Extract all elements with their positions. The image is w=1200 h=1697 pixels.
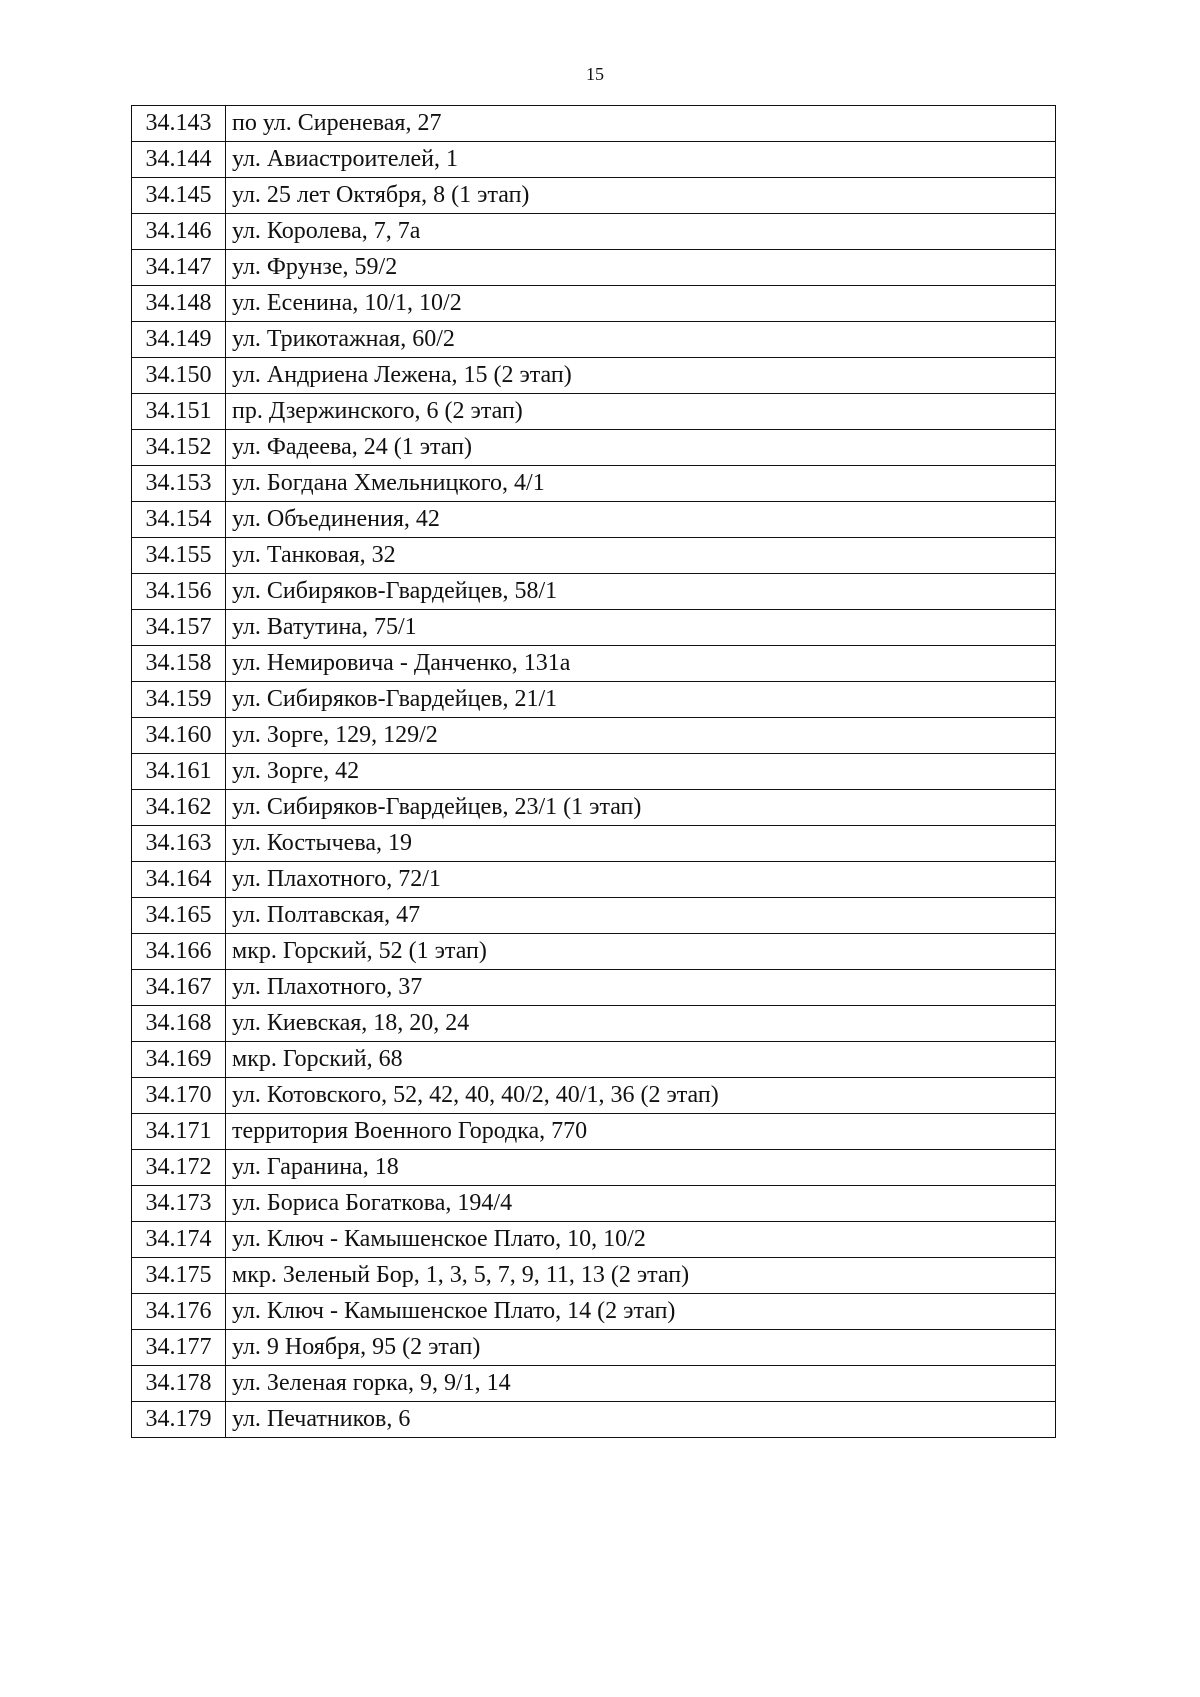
table-row — [132, 1078, 1056, 1114]
row-number-cell: 34.177 — [132, 1330, 226, 1366]
row-number-cell: 34.173 — [132, 1186, 226, 1222]
row-number-cell: 34.178 — [132, 1366, 226, 1402]
address-cell: ул. Есенина, 10/1, 10/2 — [226, 286, 1056, 322]
row-number-cell: 34.169 — [132, 1042, 226, 1078]
address-cell: мкр. Горский, 68 — [226, 1042, 1056, 1078]
row-number-cell: 34.160 — [132, 718, 226, 754]
table-row — [132, 970, 1056, 1006]
table-row — [132, 106, 1056, 142]
address-cell: ул. Зорге, 42 — [226, 754, 1056, 790]
address-cell: ул. Плахотного, 72/1 — [226, 862, 1056, 898]
address-table-body — [132, 106, 1056, 1438]
row-number-cell: 34.159 — [132, 682, 226, 718]
table-row — [132, 1186, 1056, 1222]
row-number-cell: 34.149 — [132, 322, 226, 358]
table-row — [132, 466, 1056, 502]
row-number-cell: 34.146 — [132, 214, 226, 250]
table-row — [132, 286, 1056, 322]
table-row — [132, 862, 1056, 898]
address-cell: ул. Авиастроителей, 1 — [226, 142, 1056, 178]
table-row — [132, 1114, 1056, 1150]
table-row — [132, 1258, 1056, 1294]
table-row — [132, 142, 1056, 178]
table-row — [132, 610, 1056, 646]
row-number-cell: 34.150 — [132, 358, 226, 394]
address-cell: ул. Фадеева, 24 (1 этап) — [226, 430, 1056, 466]
table-row — [132, 1042, 1056, 1078]
table-row — [132, 1294, 1056, 1330]
table-row — [132, 646, 1056, 682]
row-number-cell: 34.179 — [132, 1402, 226, 1438]
address-cell: ул. Бориса Богаткова, 194/4 — [226, 1186, 1056, 1222]
table-row — [132, 214, 1056, 250]
address-cell: ул. Королева, 7, 7а — [226, 214, 1056, 250]
table-row — [132, 250, 1056, 286]
address-cell: ул. Киевская, 18, 20, 24 — [226, 1006, 1056, 1042]
table-row — [132, 754, 1056, 790]
row-number-cell: 34.170 — [132, 1078, 226, 1114]
row-number-cell: 34.153 — [132, 466, 226, 502]
address-cell: ул. Зорге, 129, 129/2 — [226, 718, 1056, 754]
table-row — [132, 394, 1056, 430]
row-number-cell: 34.158 — [132, 646, 226, 682]
row-number-cell: 34.164 — [132, 862, 226, 898]
table-row — [132, 322, 1056, 358]
table-row — [132, 1222, 1056, 1258]
table-row — [132, 358, 1056, 394]
address-cell: ул. Сибиряков-Гвардейцев, 21/1 — [226, 682, 1056, 718]
row-number-cell: 34.166 — [132, 934, 226, 970]
row-number-cell: 34.176 — [132, 1294, 226, 1330]
table-row — [132, 682, 1056, 718]
table-row — [132, 826, 1056, 862]
page-number: 15 — [586, 64, 604, 84]
address-cell: ул. Полтавская, 47 — [226, 898, 1056, 934]
row-number-cell: 34.151 — [132, 394, 226, 430]
address-cell: ул. Гаранина, 18 — [226, 1150, 1056, 1186]
row-number-cell: 34.162 — [132, 790, 226, 826]
table-row — [132, 934, 1056, 970]
table-row — [132, 430, 1056, 466]
address-cell: ул. Танковая, 32 — [226, 538, 1056, 574]
table-row — [132, 538, 1056, 574]
table-row — [132, 898, 1056, 934]
address-cell: ул. Сибиряков-Гвардейцев, 23/1 (1 этап) — [226, 790, 1056, 826]
address-cell: ул. Фрунзе, 59/2 — [226, 250, 1056, 286]
address-cell: ул. Котовского, 52, 42, 40, 40/2, 40/1, 36 (2 этап) — [226, 1078, 1056, 1114]
address-cell: ул. Андриена Лежена, 15 (2 этап) — [226, 358, 1056, 394]
row-number-cell: 34.175 — [132, 1258, 226, 1294]
address-cell: ул. Ватутина, 75/1 — [226, 610, 1056, 646]
address-cell: пр. Дзержинского, 6 (2 этап) — [226, 394, 1056, 430]
table-row — [132, 502, 1056, 538]
address-cell: по ул. Сиреневая, 27 — [226, 106, 1056, 142]
row-number-cell: 34.157 — [132, 610, 226, 646]
table-row — [132, 178, 1056, 214]
row-number-cell: 34.155 — [132, 538, 226, 574]
row-number-cell: 34.154 — [132, 502, 226, 538]
row-number-cell: 34.168 — [132, 1006, 226, 1042]
row-number-cell: 34.143 — [132, 106, 226, 142]
table-row — [132, 574, 1056, 610]
table-row — [132, 1402, 1056, 1438]
row-number-cell: 34.147 — [132, 250, 226, 286]
address-cell: ул. Плахотного, 37 — [226, 970, 1056, 1006]
table-row — [132, 718, 1056, 754]
address-cell: мкр. Зеленый Бор, 1, 3, 5, 7, 9, 11, 13 (2 этап) — [226, 1258, 1056, 1294]
row-number-cell: 34.148 — [132, 286, 226, 322]
address-cell: ул. Зеленая горка, 9, 9/1, 14 — [226, 1366, 1056, 1402]
table-row — [132, 1330, 1056, 1366]
row-number-cell: 34.156 — [132, 574, 226, 610]
row-number-cell: 34.145 — [132, 178, 226, 214]
address-cell: ул. Ключ - Камышенское Плато, 10, 10/2 — [226, 1222, 1056, 1258]
address-table — [131, 105, 1056, 1438]
table-row — [132, 790, 1056, 826]
row-number-cell: 34.163 — [132, 826, 226, 862]
address-cell: ул. Немировича - Данченко, 131а — [226, 646, 1056, 682]
table-row — [132, 1006, 1056, 1042]
address-cell: территория Военного Городка, 770 — [226, 1114, 1056, 1150]
table-row — [132, 1366, 1056, 1402]
row-number-cell: 34.172 — [132, 1150, 226, 1186]
table-row — [132, 1150, 1056, 1186]
address-cell: ул. Печатников, 6 — [226, 1402, 1056, 1438]
address-cell: ул. 9 Ноября, 95 (2 этап) — [226, 1330, 1056, 1366]
row-number-cell: 34.144 — [132, 142, 226, 178]
row-number-cell: 34.171 — [132, 1114, 226, 1150]
row-number-cell: 34.174 — [132, 1222, 226, 1258]
row-number-cell: 34.161 — [132, 754, 226, 790]
address-cell: ул. Ключ - Камышенское Плато, 14 (2 этап) — [226, 1294, 1056, 1330]
address-cell: ул. 25 лет Октября, 8 (1 этап) — [226, 178, 1056, 214]
address-cell: ул. Сибиряков-Гвардейцев, 58/1 — [226, 574, 1056, 610]
row-number-cell: 34.167 — [132, 970, 226, 1006]
address-cell: ул. Объединения, 42 — [226, 502, 1056, 538]
address-cell: мкр. Горский, 52 (1 этап) — [226, 934, 1056, 970]
row-number-cell: 34.152 — [132, 430, 226, 466]
address-cell: ул. Костычева, 19 — [226, 826, 1056, 862]
row-number-cell: 34.165 — [132, 898, 226, 934]
address-cell: ул. Трикотажная, 60/2 — [226, 322, 1056, 358]
address-cell: ул. Богдана Хмельницкого, 4/1 — [226, 466, 1056, 502]
